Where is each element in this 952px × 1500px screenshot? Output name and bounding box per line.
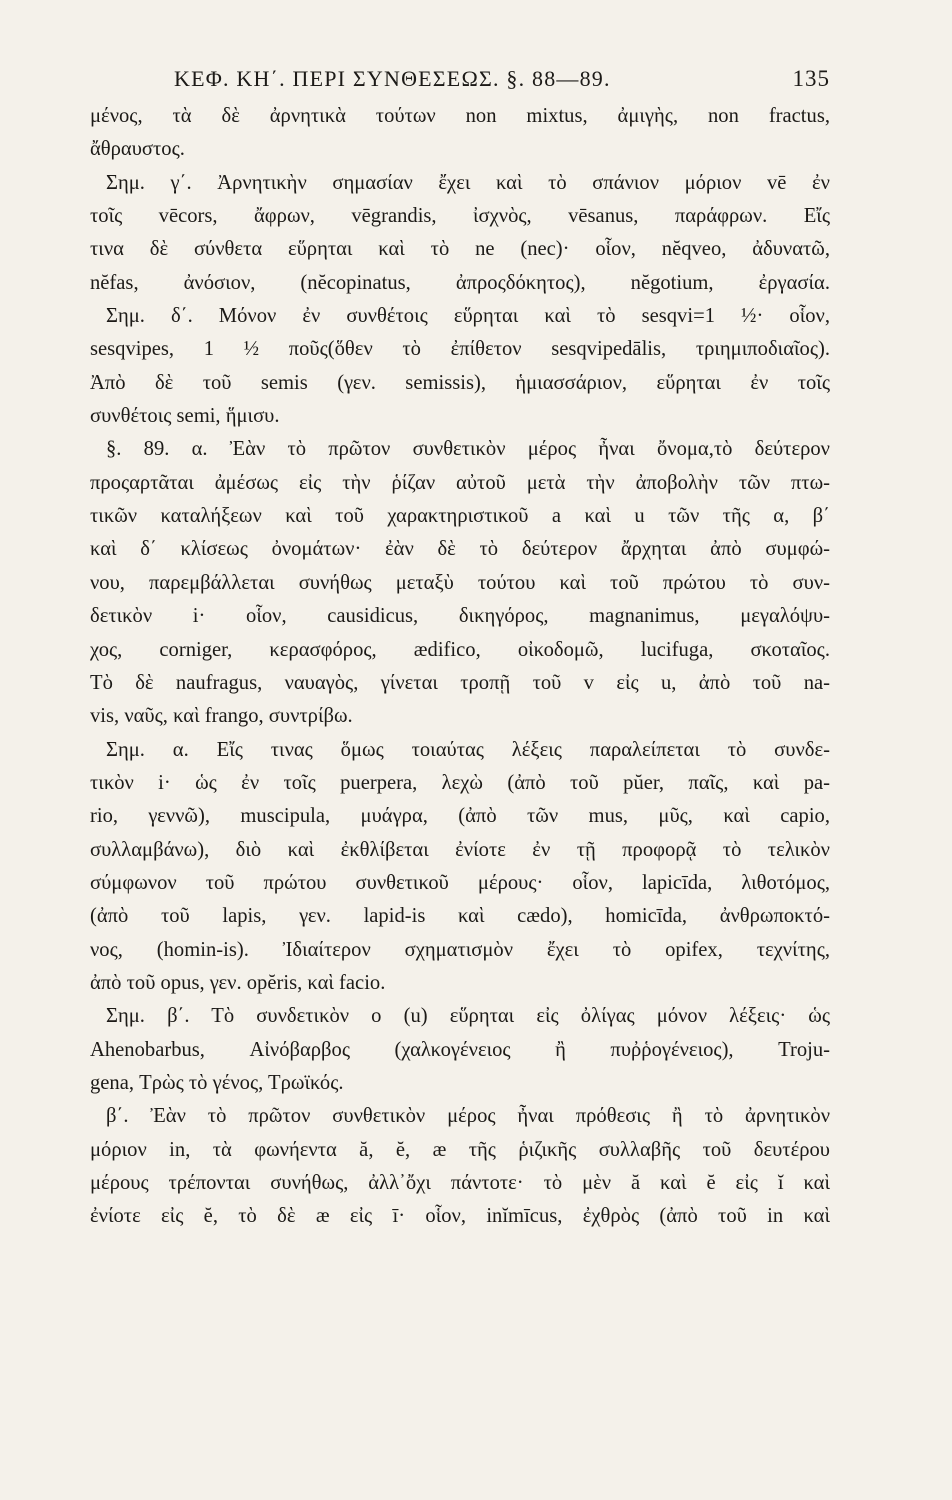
text-line: Τὸ δὲ naufragus, ναυαγὸς, γίνεται τροπῇ τοῦ v εἰς u, ἀπὸ τοῦ na- [90, 671, 830, 694]
text-line: νος, (homin-is). Ἰδιαίτερον σχηματισμὸν ἔχει τὸ opifex, τεχνίτης, [90, 938, 830, 961]
text-line: ἐνίοτε εἰς ĕ, τὸ δὲ æ εἰς ī· οἷον, inĭmīcus, ἐχθρὸς (ἀπὸ τοῦ in καὶ [90, 1205, 830, 1228]
text-line: μένος, τὰ δὲ ἀρνητικὰ τούτων non mixtus, ἀμιγὴς, non fractus, [90, 105, 830, 127]
text-line: gena, Τρὼς τὸ γένος, Τρωϊκός. [90, 1071, 344, 1094]
text-line: β΄. Ἐὰν τὸ πρῶτον συνθετικὸν μέρος ἦναι πρόθεσις ἢ τὸ ἀρνητικὸν [106, 1105, 830, 1128]
book-page [90, 66, 830, 1234]
text-line: μόριον in, τὰ φωνήεντα ă, ĕ, æ τῆς ῥιζικῆς συλλαβῆς τοῦ δευτέρου [90, 1138, 830, 1161]
text-line: προςαρτᾶται ἀμέσως εἰς τὴν ῥίζαν αὐτοῦ μετὰ τὴν ἀποβολὴν τῶν πτω- [90, 471, 830, 494]
text-line: Ahenobarbus, Αἰνόβαρβος (χαλκογένειος ἢ πυῤῥογένειος), Troju- [90, 1038, 830, 1061]
text-line: τικῶν καταλήξεων καὶ τοῦ χαρακτηριστικοῦ a καὶ u τῶν τῆς α, β΄ [90, 505, 830, 528]
text-line: χος, corniger, κερασφόρος, ædifico, οἰκοδομῶ, lucifuga, σκοταῖος. [90, 638, 830, 661]
text-line: μέρους τρέπονται συνήθως, ἀλλ᾽ὄχι πάντοτε· τὸ μὲν ă καὶ ĕ εἰς ĭ καὶ [90, 1172, 830, 1194]
text-line: §. 89. α. Ἐὰν τὸ πρῶτον συνθετικὸν μέρος ἦναι ὄνομα,τὸ δεύτερον [106, 438, 830, 461]
text-line: (ἀπὸ τοῦ lapis, γεν. lapid-is καὶ cædo), homicīda, ἀνθρωποκτό- [90, 905, 830, 928]
running-header [90, 66, 830, 100]
text-line: ἀπὸ τοῦ opus, γεν. opĕris, καὶ facio. [90, 971, 386, 994]
text-line: nĕfas, ἀνόσιον, (nĕcopinatus, ἀπροςδόκητος), nĕgotium, ἐργασία. [90, 271, 830, 294]
text-line: ἄθραυστος. [90, 138, 185, 161]
text-line: Σημ. γ΄. Ἀρνητικὴν σημασίαν ἔχει καὶ τὸ σπάνιον μόριον vē ἐν [106, 171, 830, 194]
text-line: δετικὸν i· οἷον, causidicus, δικηγόρος, magnanimus, μεγαλόψυ- [90, 605, 830, 628]
text-line: συνθέτοις semi, ἥμισυ. [90, 405, 280, 428]
text-line: συλλαμβάνω), διὸ καὶ ἐκθλίβεται ἐνίοτε ἐν τῇ προφορᾷ τὸ τελικὸν [90, 838, 830, 861]
text-line: τινα δὲ σύνθετα εὕρηται καὶ τὸ ne (nec)· οἷον, nĕqveo, ἀδυνατῶ, [90, 238, 830, 261]
text-line: καὶ δ΄ κλίσεως ὀνομάτων· ἐὰν δὲ τὸ δεύτερον ἄρχηται ἀπὸ συμφώ- [90, 538, 830, 561]
text-line: Σημ. β΄. Τὸ συνδετικὸν o (u) εὕρηται εἰς ὀλίγας μόνον λέξεις· ὡς [106, 1005, 830, 1028]
running-title: ΚΕΦ. ΚΗ΄. ΠΕΡΙ ΣΥΝΘΕΣΕΩΣ. §. 88—89. [174, 66, 611, 91]
body-text [90, 100, 830, 1234]
text-line: vis, ναῦς, καὶ frango, συντρίβω. [90, 705, 353, 728]
text-line: Σημ. α. Εἴς τινας ὅμως τοιαύτας λέξεις παραλείπεται τὸ συνδε- [106, 738, 830, 761]
text-line: τικὸν i· ὡς ἐν τοῖς puerpera, λεχὼ (ἀπὸ τοῦ pŭer, παῖς, καὶ pa- [90, 771, 830, 794]
text-line: rio, γεννῶ), muscipula, μυάγρα, (ἀπὸ τῶν mus, μῦς, καὶ capio, [90, 805, 830, 828]
text-line: νου, παρεμβάλλεται συνήθως μεταξὺ τούτου καὶ τοῦ πρώτου τὸ συν- [90, 571, 830, 594]
text-line: Ἀπὸ δὲ τοῦ semis (γεν. semissis), ἡμιασσάριον, εὕρηται ἐν τοῖς [90, 371, 830, 394]
text-line: sesqvipes, 1 ½ ποῦς(ὅθεν τὸ ἐπίθετον sesqvipedālis, τριημιποδιαῖος). [90, 338, 830, 361]
text-line: τοῖς vēcors, ἄφρων, vēgrandis, ἰσχνὸς, vēsanus, παράφρων. Εἴς [90, 205, 830, 228]
text-line: σύμφωνον τοῦ πρώτου συνθετικοῦ μέρους· οἷον, lapicīda, λιθοτόμος, [90, 871, 830, 894]
page-number: 135 [792, 66, 830, 91]
text-line: Σημ. δ΄. Μόνον ἐν συνθέτοις εὕρηται καὶ τὸ sesqvi=1 ½· οἷον, [106, 305, 830, 328]
